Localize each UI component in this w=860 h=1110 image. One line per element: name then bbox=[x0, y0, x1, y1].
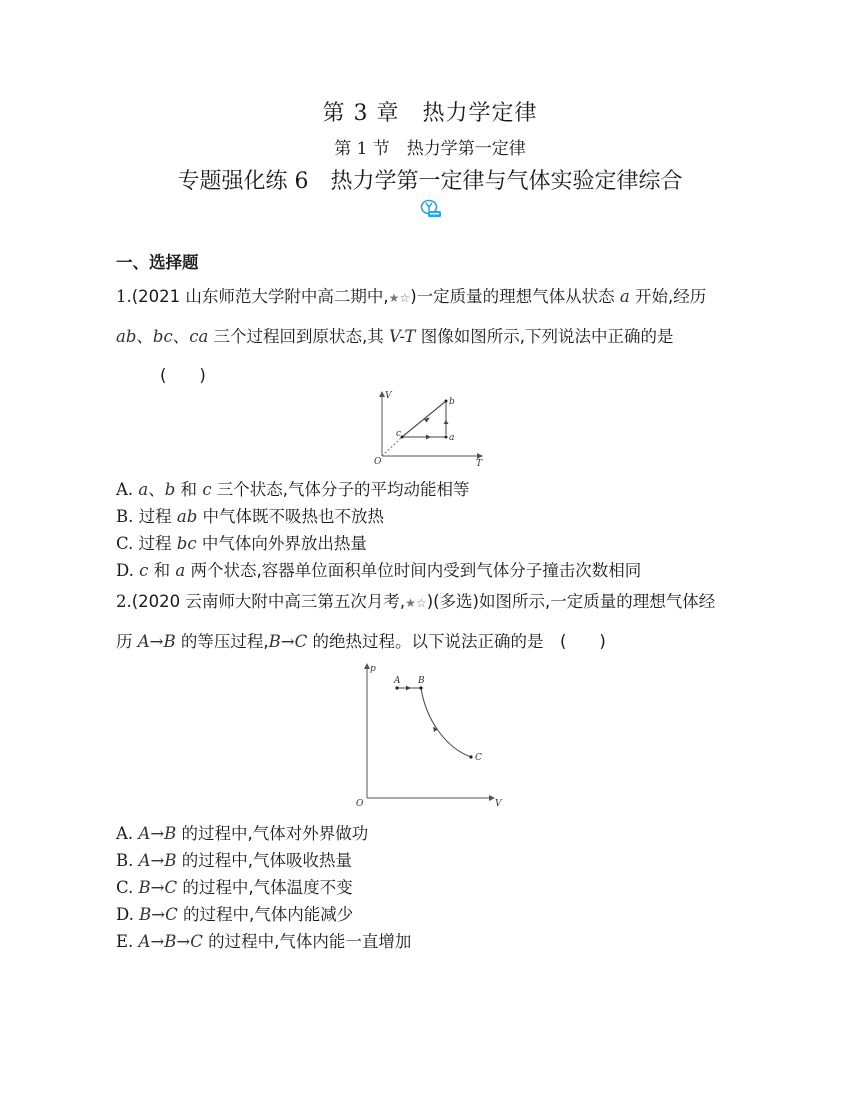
q2-option-a[interactable]: A. A→B 的过程中,气体对外界做功 bbox=[116, 824, 369, 843]
q2-stem: 2.(2020 云南师大附中高三第五次月考,★☆)(多选)如图所示,一定质量的理想气体经 bbox=[116, 592, 716, 611]
q1-dashed-extension bbox=[382, 437, 402, 456]
q1-stem-line2: ab、bc、ca 三个过程回到原状态,其 V-T 图像如图所示,下列说法中正确的是 bbox=[116, 327, 674, 346]
q2-label-B: B bbox=[418, 676, 425, 686]
q1-option-a[interactable]: A. a、b 和 c 三个状态,气体分子的平均动能相等 bbox=[116, 480, 470, 499]
q2-option-b[interactable]: B. A→B 的过程中,气体吸收热量 bbox=[116, 851, 352, 870]
q2-option-e[interactable]: E. A→B→C 的过程中,气体内能一直增加 bbox=[116, 932, 412, 951]
topic-title: 专题强化练 6 热力学第一定律与气体实验定律综合 bbox=[177, 169, 683, 194]
q1-stem: 1.(2021 山东师范大学附中高二期中,★☆)一定质量的理想气体从状态 a 开始,经历 bbox=[116, 287, 707, 306]
q1-origin-label: O bbox=[374, 457, 382, 467]
section-heading: 一、选择题 bbox=[116, 253, 199, 272]
q2-option-c[interactable]: C. B→C 的过程中,气体温度不变 bbox=[116, 878, 353, 897]
q2-option-d[interactable]: D. B→C 的过程中,气体内能减少 bbox=[116, 905, 354, 924]
q2-stem-line2: 历 A→B 的等压过程,B→C 的绝热过程。以下说法正确的是 ( ) bbox=[116, 632, 606, 651]
q1-option-d[interactable]: D. c 和 a 两个状态,容器单位面积单位时间内受到气体分子撞击次数相同 bbox=[116, 561, 642, 580]
q2-label-A: A bbox=[394, 676, 401, 686]
chapter-title: 第 3 章 热力学定律 bbox=[322, 101, 538, 126]
q1-vt-graph bbox=[368, 388, 488, 470]
q2-answer-blank[interactable]: ( ) bbox=[559, 632, 606, 651]
q1-x-label: T bbox=[476, 459, 483, 469]
q1-y-label: V bbox=[385, 391, 392, 401]
q1-label-a: a bbox=[449, 433, 455, 443]
q2-label-C: C bbox=[475, 753, 482, 763]
difficulty-stars-icon: ★☆ bbox=[405, 596, 427, 610]
video-badge-icon[interactable] bbox=[418, 198, 442, 218]
q1-label-c: c bbox=[396, 429, 402, 439]
q2-y-label: p bbox=[370, 664, 376, 674]
q1-label-b: b bbox=[449, 397, 455, 407]
q2-x-label: V bbox=[495, 799, 502, 809]
q1-option-b[interactable]: B. 过程 ab 中气体既不吸热也不放热 bbox=[116, 507, 385, 526]
section-title: 第 1 节 热力学第一定律 bbox=[334, 139, 526, 159]
difficulty-stars-icon: ★☆ bbox=[388, 291, 411, 305]
q1-option-c[interactable]: C. 过程 bc 中气体向外界放出热量 bbox=[116, 534, 367, 553]
q1-answer-blank[interactable]: ( ) bbox=[160, 366, 206, 385]
q2-pv-graph bbox=[350, 660, 510, 810]
q2-path-bc bbox=[421, 688, 471, 757]
q2-origin-label: O bbox=[356, 799, 364, 809]
